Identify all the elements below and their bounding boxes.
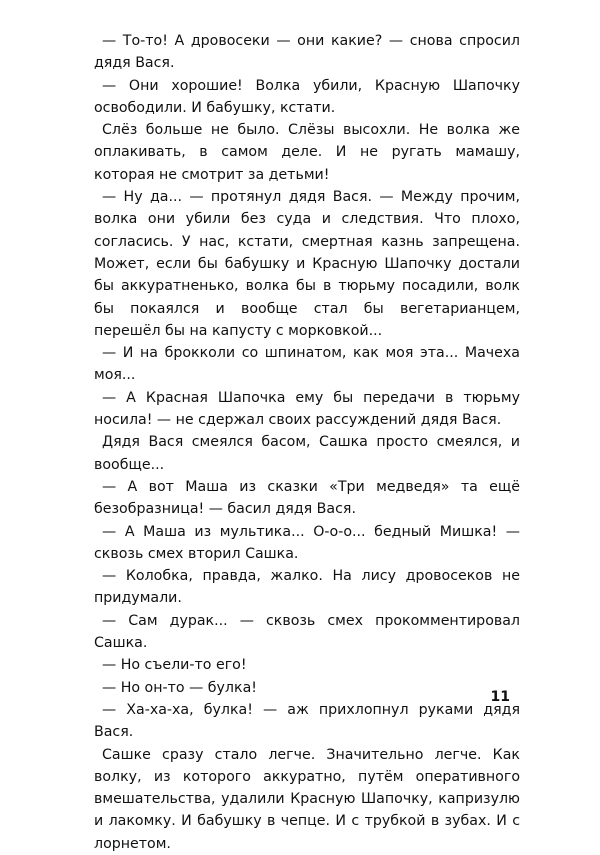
paragraph-3: Слёз больше не было. Слёзы высохли. Не волка же оплакивать, в самом деле. И не ругать мамашу, которая не смотрит за детьми! [94, 122, 520, 183]
paragraph-5: — И на брокколи со шпинатом, как моя эта... Мачеха моя... [94, 345, 520, 384]
paragraph-6: — А Красная Шапочка ему бы передачи в тюрьму носила! — не сдержал своих рассуждений дядя Вася. [94, 389, 520, 429]
paragraph-1: — То-то! А дровосеки — они какие? — снова спросил дядя Вася. [94, 33, 520, 72]
paragraph-12: — Но съели-то его! [102, 657, 247, 674]
body-text [94, 30, 520, 855]
paragraph-13: — Но он-то — булка! [102, 679, 257, 696]
paragraph-10: — Колобка, правда, жалко. На лису дровосеков не придумали. [94, 568, 520, 607]
paragraph-9: — А Маша из мультика... О-о-о... бедный Мишка! — сквозь смех вторил Сашка. [94, 523, 520, 562]
paragraph-7: Дядя Вася смеялся басом, Сашка просто смеялся, и вообще... [94, 434, 520, 473]
paragraph-14: — Ха-ха-ха, булка! — аж прихлопнул руками дядя Вася. [94, 701, 520, 741]
paragraph-11: — Сам дурак... — сквозь смех прокомментировал Сашка. [94, 612, 520, 652]
paragraph-8: — А вот Маша из сказки «Три медведя» та ещё безобразница! — басил дядя Вася. [94, 478, 520, 518]
paragraph-15: Сашке сразу стало легче. Значительно легче. Как волку, из которого аккуратно, путём оперативного вмешательства, удалили Красную Шапочку, капризулю и лакомку. И бабушку в чепце. И с трубкой в зубах. И с лорнетом. [94, 746, 520, 852]
page-number: 11 [490, 689, 510, 705]
paragraph-2: — Они хорошие! Волка убили, Красную Шапочку освободили. И бабушку, кстати. [94, 77, 520, 116]
paragraph-4: — Ну да... — протянул дядя Вася. — Между прочим, волка они убили без суда и следствия. Что плохо, согласись. У нас, кстати, смертная казнь запрещена. Может, если бы бабушку и Красную Шапочку достали бы аккуратненько, волка бы в тюрьму посадили, волк бы покаялся и вообще стал бы вегетарианцем, перешёл бы на капусту с морковкой... [94, 189, 520, 339]
